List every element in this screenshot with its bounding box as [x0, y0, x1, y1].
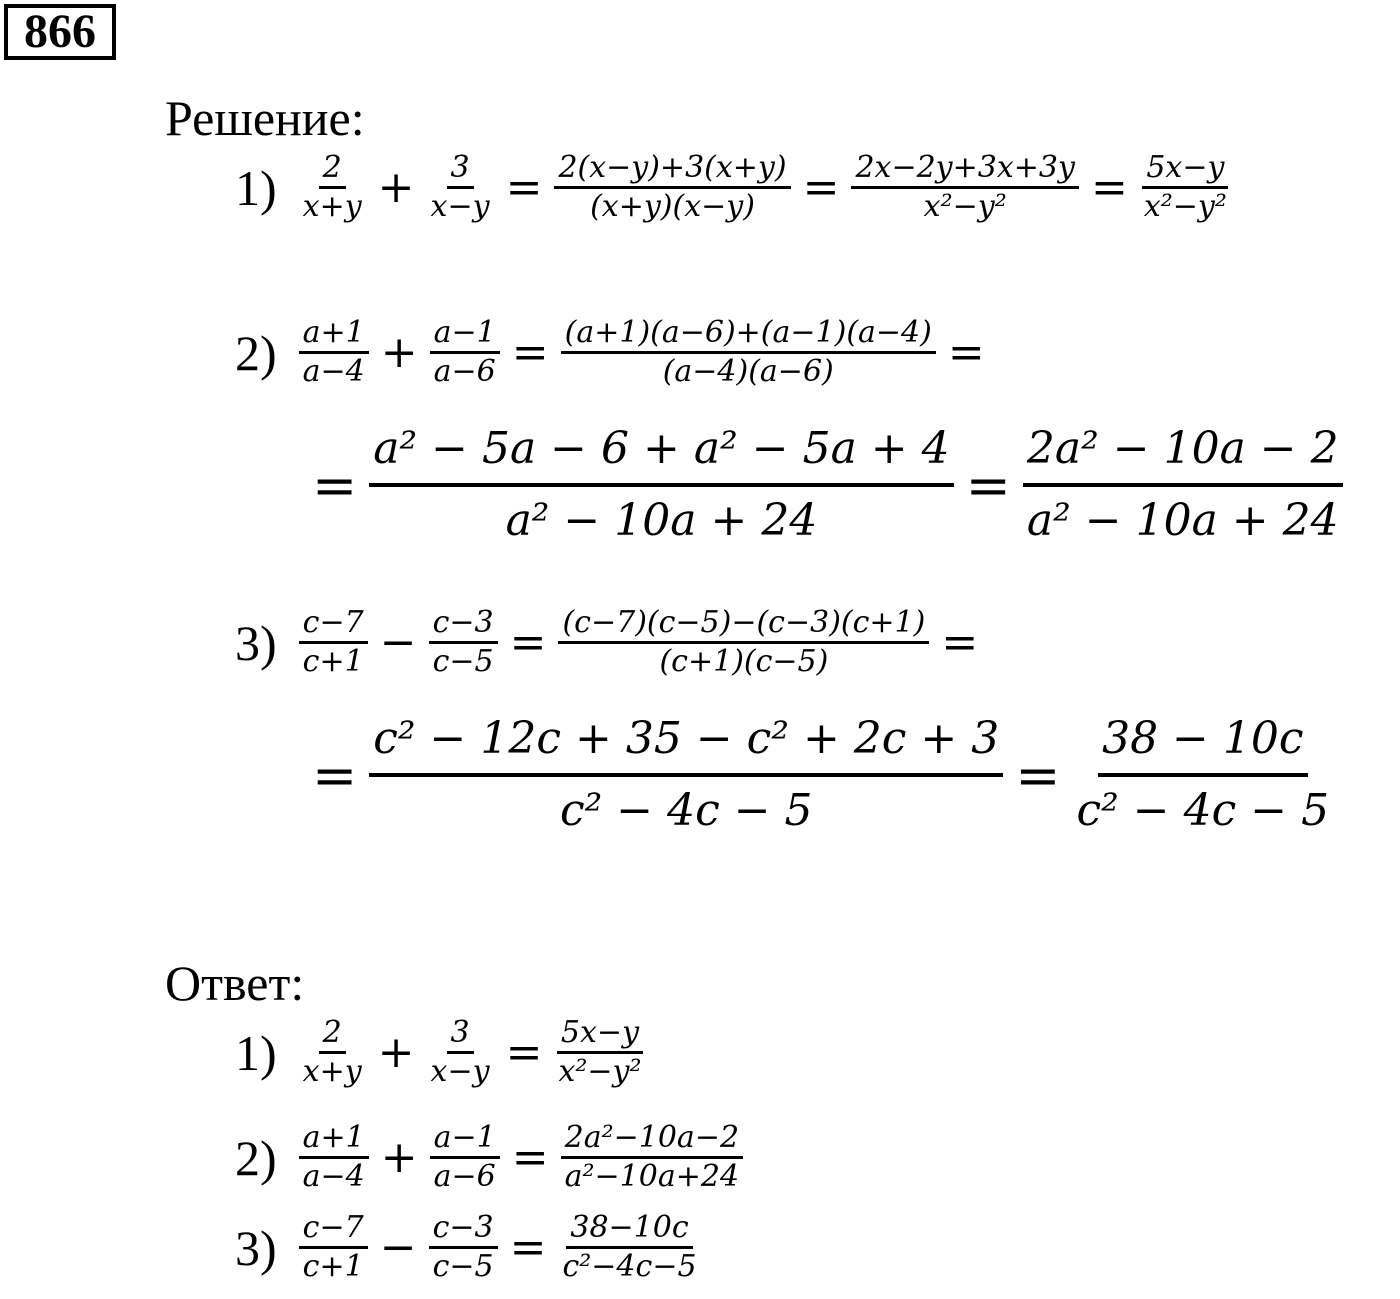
- denominator: a−6: [433, 1159, 496, 1194]
- equals-sign: =: [1090, 162, 1128, 213]
- answer-1: [235, 1015, 646, 1090]
- equals-sign: =: [947, 327, 985, 378]
- numerator: (a+1)(a−6)+(a−1)(a−4): [561, 315, 936, 354]
- fraction: [554, 150, 790, 225]
- solution-step-3: [235, 605, 990, 680]
- denominator: a−4: [302, 354, 365, 389]
- denominator: c² − 4c − 5: [1076, 785, 1330, 836]
- equals-sign: =: [802, 162, 840, 213]
- denominator: c²−4c−5: [562, 1249, 697, 1284]
- fraction: [299, 1210, 368, 1285]
- equals-sign: =: [509, 1222, 547, 1273]
- denominator: (a−4)(a−6): [662, 354, 834, 389]
- fraction: [851, 150, 1079, 225]
- solution-step-2-continued: [300, 415, 1343, 555]
- solution-step-3-continued: [300, 705, 1333, 845]
- fraction: [561, 1120, 743, 1195]
- solution-step-2: [235, 315, 997, 390]
- equals-sign: =: [1015, 743, 1061, 807]
- solution-step-1: [235, 150, 1231, 225]
- fraction: [369, 705, 1003, 845]
- denominator: a²−10a+24: [564, 1159, 740, 1194]
- fraction: [299, 315, 369, 390]
- numerator: a−1: [430, 315, 500, 354]
- fraction: [558, 605, 929, 680]
- numerator: 2a² − 10a − 2: [1023, 415, 1343, 487]
- answer-2: [235, 1120, 743, 1195]
- operator: −: [379, 1222, 417, 1273]
- numerator: c−7: [299, 1210, 368, 1249]
- fraction: [427, 150, 494, 225]
- numerator: 38−10c: [566, 1210, 692, 1249]
- denominator: c−5: [432, 644, 494, 679]
- fraction: [427, 1015, 494, 1090]
- numerator: 2: [319, 150, 346, 189]
- denominator: x−y: [430, 1054, 490, 1089]
- numerator: a+1: [299, 315, 369, 354]
- denominator: (x+y)(x−y): [590, 189, 755, 224]
- equals-sign: =: [505, 1027, 543, 1078]
- numerator: 3: [447, 1015, 474, 1054]
- equals-sign: =: [941, 617, 979, 668]
- numerator: 2: [319, 1015, 346, 1054]
- numerator: 2a²−10a−2: [561, 1120, 743, 1159]
- denominator: x²−y²: [558, 1054, 642, 1089]
- fraction: [1023, 415, 1343, 555]
- numerator: 2(x−y)+3(x+y): [554, 150, 790, 189]
- operator: +: [377, 162, 415, 213]
- equals-sign: =: [965, 453, 1011, 517]
- denominator: c+1: [302, 644, 364, 679]
- equals-sign: =: [511, 1132, 549, 1183]
- answer-heading: Ответ:: [165, 955, 305, 1011]
- step-number: 3): [235, 614, 277, 671]
- denominator: x−y: [430, 189, 490, 224]
- denominator: a² − 10a + 24: [1026, 495, 1339, 546]
- fraction: [1073, 705, 1334, 845]
- step-number: 1): [235, 159, 277, 216]
- equals-sign: =: [312, 453, 358, 517]
- step-number: 2): [235, 324, 277, 381]
- denominator: x²−y²: [923, 189, 1007, 224]
- answer-3: [235, 1210, 701, 1285]
- numerator: c−3: [429, 605, 498, 644]
- operator: +: [380, 327, 418, 378]
- denominator: a² − 10a + 24: [505, 495, 818, 546]
- denominator: x+y: [302, 1054, 362, 1089]
- equals-sign: =: [312, 743, 358, 807]
- fraction: [558, 1210, 700, 1285]
- numerator: 5x−y: [557, 1015, 643, 1054]
- denominator: x²−y²: [1143, 189, 1227, 224]
- fraction: [299, 1120, 369, 1195]
- operator: −: [379, 617, 417, 668]
- equals-sign: =: [505, 162, 543, 213]
- fraction: [429, 605, 498, 680]
- denominator: c−5: [432, 1249, 494, 1284]
- numerator: 5x−y: [1142, 150, 1228, 189]
- numerator: 38 − 10c: [1098, 705, 1307, 777]
- solution-heading: Решение:: [165, 90, 365, 146]
- fraction: [430, 1120, 500, 1195]
- operator: +: [377, 1027, 415, 1078]
- denominator: a−6: [433, 354, 496, 389]
- numerator: c−3: [429, 1210, 498, 1249]
- fraction: [430, 315, 500, 390]
- numerator: a+1: [299, 1120, 369, 1159]
- fraction: [369, 415, 953, 555]
- numerator: 3: [447, 150, 474, 189]
- denominator: a−4: [302, 1159, 365, 1194]
- problem-number: 866: [4, 4, 116, 60]
- numerator: c−7: [299, 605, 368, 644]
- fraction: [299, 1015, 366, 1090]
- fraction: [554, 1015, 645, 1090]
- denominator: c² − 4c − 5: [559, 785, 813, 836]
- numerator: a² − 5a − 6 + a² − 5a + 4: [369, 415, 953, 487]
- numerator: (c−7)(c−5)−(c−3)(c+1): [558, 605, 929, 644]
- step-number: 1): [235, 1024, 277, 1081]
- denominator: c+1: [302, 1249, 364, 1284]
- step-number: 3): [235, 1219, 277, 1276]
- operator: +: [380, 1132, 418, 1183]
- step-number: 2): [235, 1129, 277, 1186]
- fraction: [299, 150, 366, 225]
- denominator: x+y: [302, 189, 362, 224]
- numerator: c² − 12c + 35 − c² + 2c + 3: [369, 705, 1003, 777]
- fraction: [561, 315, 936, 390]
- numerator: 2x−2y+3x+3y: [851, 150, 1079, 189]
- numerator: a−1: [430, 1120, 500, 1159]
- fraction: [299, 605, 368, 680]
- denominator: (c+1)(c−5): [659, 644, 829, 679]
- equals-sign: =: [509, 617, 547, 668]
- equals-sign: =: [511, 327, 549, 378]
- fraction: [429, 1210, 498, 1285]
- fraction: [1140, 150, 1231, 225]
